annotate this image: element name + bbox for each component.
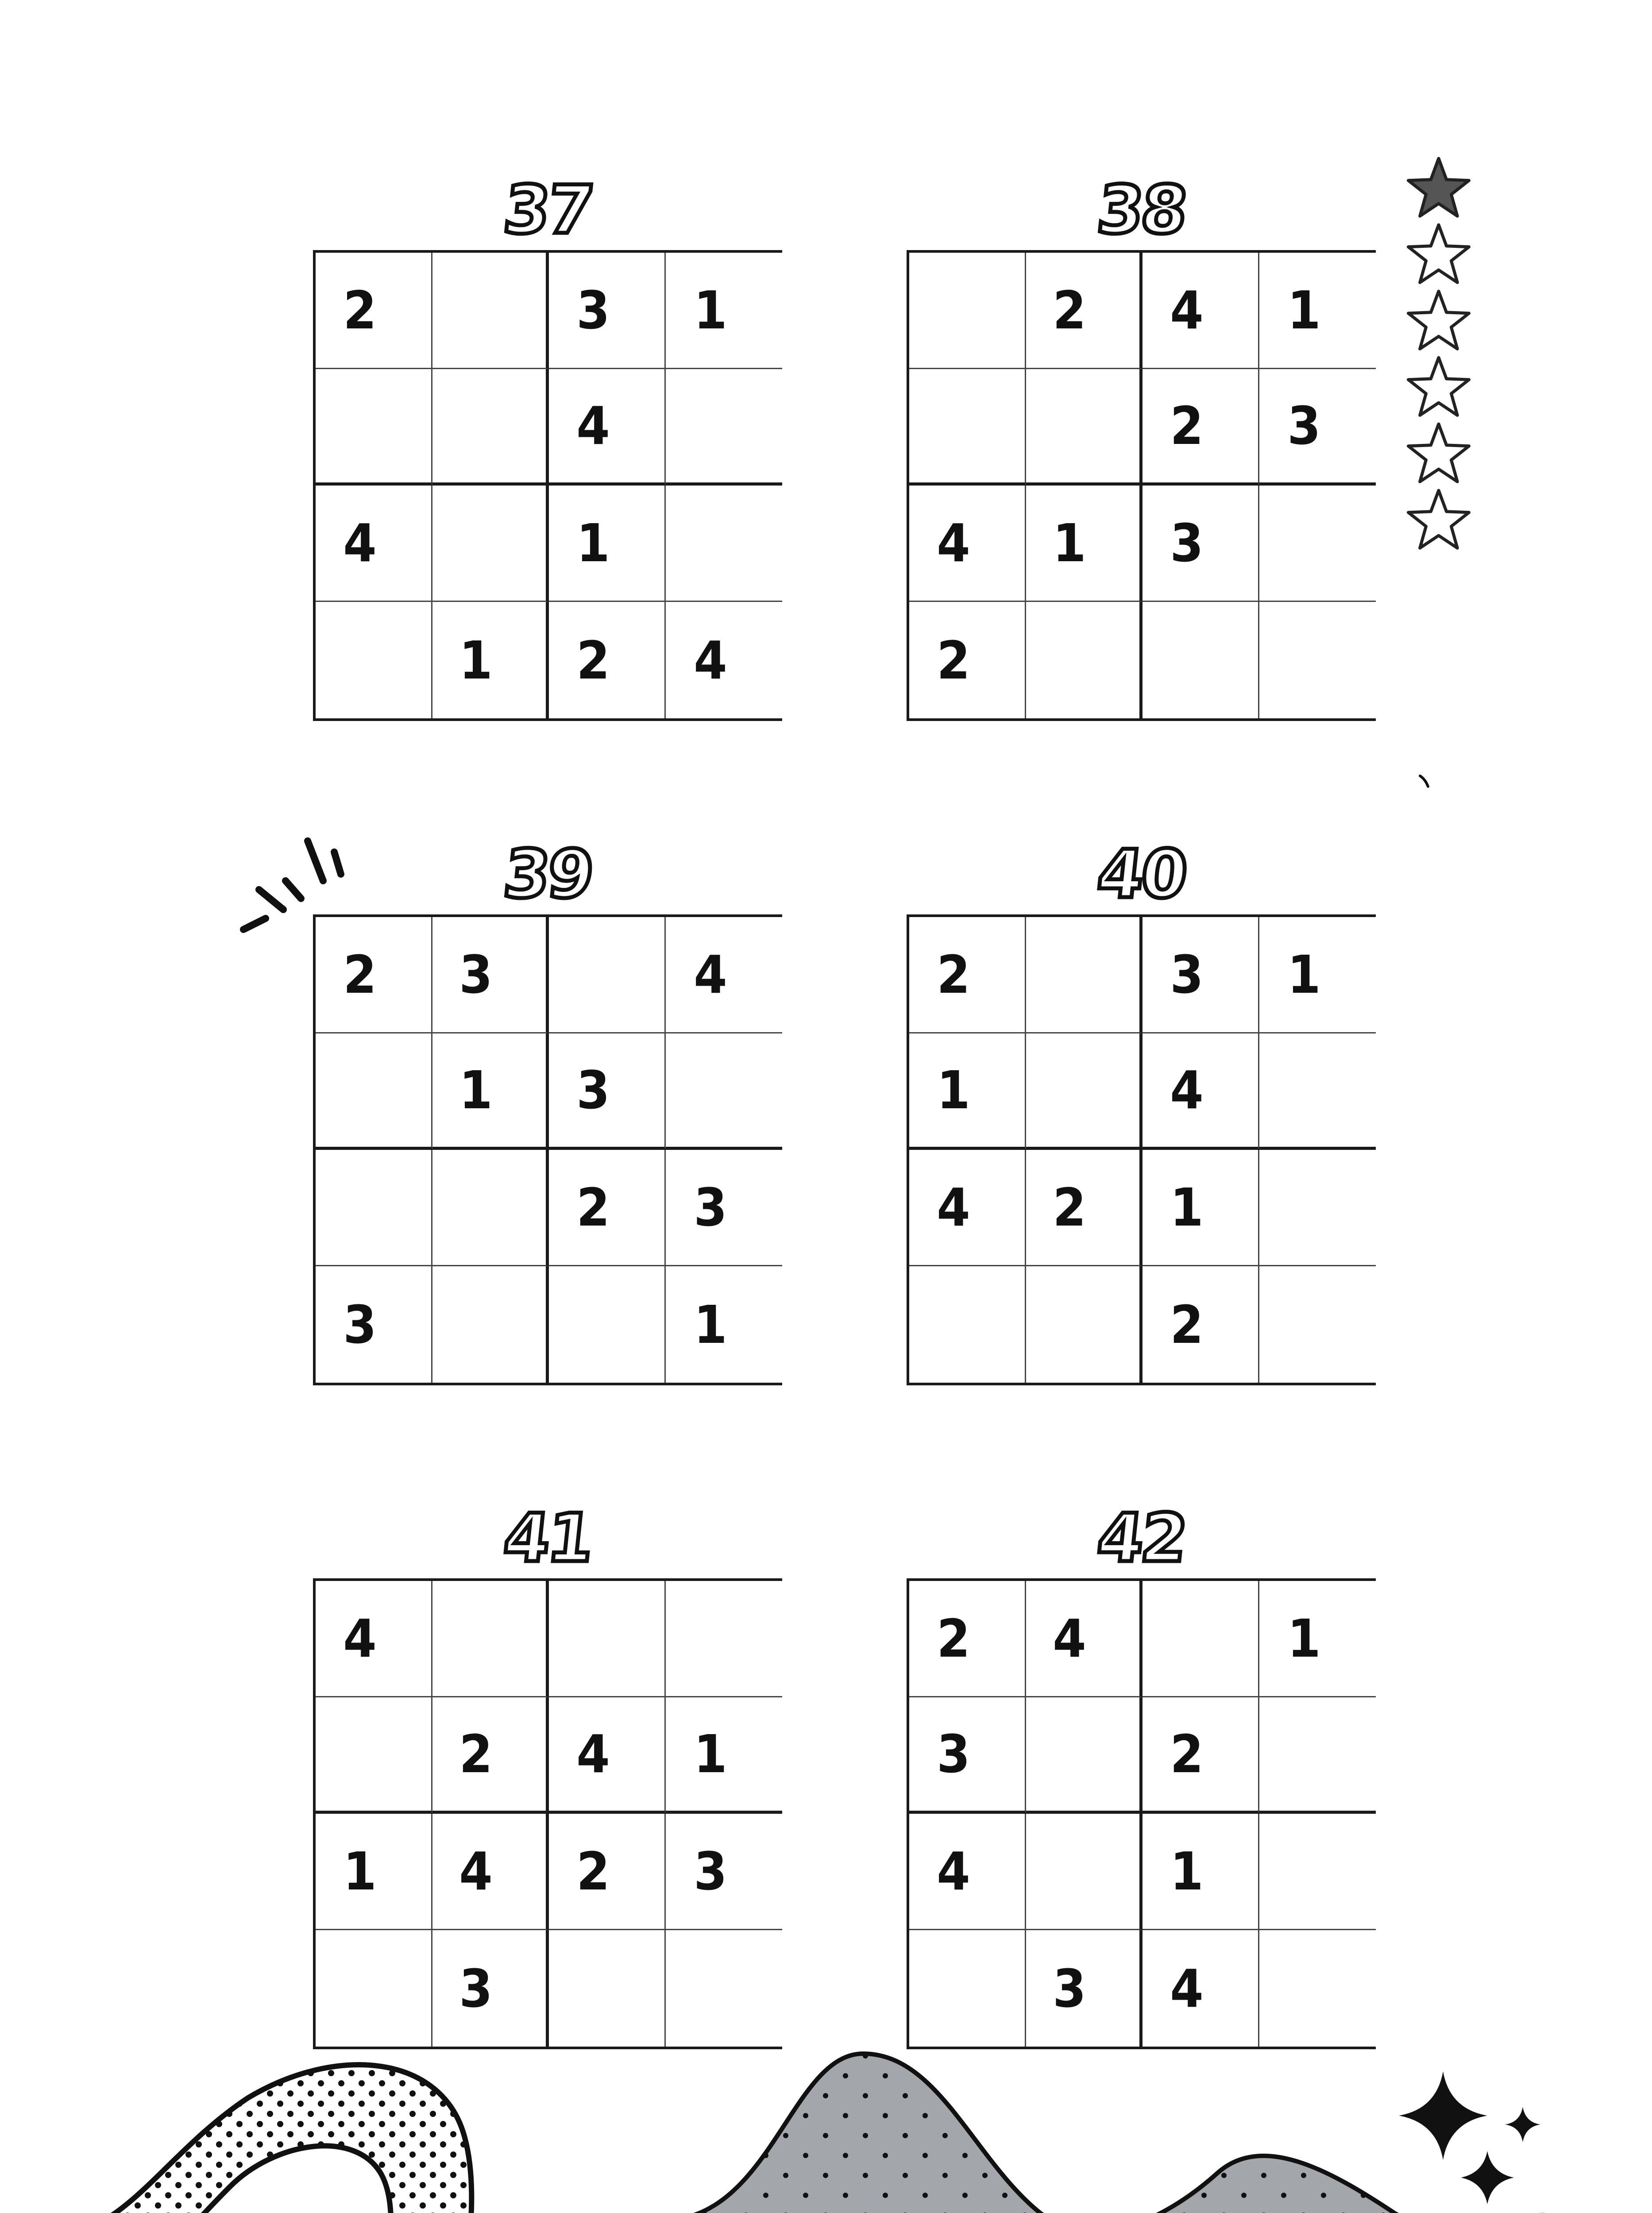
sudoku-cell[interactable] xyxy=(1143,1697,1259,1814)
sudoku-cell[interactable] xyxy=(1259,1266,1376,1383)
cell-value: 2 xyxy=(343,944,377,1005)
star-icon xyxy=(1409,424,1469,482)
cell-value: 3 xyxy=(343,1294,377,1355)
sudoku-cell[interactable] xyxy=(432,1150,549,1266)
sudoku-cell[interactable] xyxy=(1026,1697,1143,1814)
puzzle-grid xyxy=(313,250,782,721)
cell-value: 4 xyxy=(576,1723,610,1785)
sudoku-cell[interactable] xyxy=(666,1033,783,1150)
cell-value: 3 xyxy=(576,280,610,341)
sudoku-cell[interactable] xyxy=(1259,1033,1376,1150)
sudoku-cell[interactable] xyxy=(909,602,1026,718)
sudoku-cell[interactable] xyxy=(1259,1581,1376,1697)
cell-value: 4 xyxy=(1170,1958,1204,2019)
sudoku-cell[interactable] xyxy=(666,1814,783,1930)
sudoku-cell[interactable] xyxy=(1026,917,1143,1033)
sudoku-cell[interactable] xyxy=(909,369,1026,486)
sparkle-icon xyxy=(1394,2063,1554,2213)
puzzle-grid xyxy=(907,914,1376,1385)
cell-value: 4 xyxy=(343,1608,377,1669)
sudoku-cell[interactable] xyxy=(549,1266,666,1383)
cell-value: 3 xyxy=(576,1060,610,1121)
sudoku-cell[interactable] xyxy=(316,369,432,486)
cell-value: 2 xyxy=(937,1608,971,1669)
star-icon xyxy=(1409,291,1469,349)
sudoku-cell[interactable] xyxy=(432,369,549,486)
sudoku-cell[interactable] xyxy=(1143,369,1259,486)
cell-value: 4 xyxy=(937,1177,971,1238)
cell-value: 2 xyxy=(576,1841,610,1902)
sudoku-cell[interactable] xyxy=(909,1581,1026,1697)
puzzle-number: 42 xyxy=(1093,1500,1189,1577)
sudoku-cell[interactable] xyxy=(549,1814,666,1930)
difficulty-rating xyxy=(1399,155,1478,553)
cell-value: 2 xyxy=(937,629,971,691)
sudoku-cell[interactable] xyxy=(1026,1033,1143,1150)
cell-value: 1 xyxy=(1287,944,1321,1005)
sudoku-cell[interactable] xyxy=(432,1266,549,1383)
sudoku-cell[interactable] xyxy=(316,1033,432,1150)
cell-value: 3 xyxy=(694,1177,728,1238)
sudoku-cell[interactable] xyxy=(549,1697,666,1814)
sudoku-cell[interactable] xyxy=(1143,1033,1259,1150)
sudoku-cell[interactable] xyxy=(316,1581,432,1697)
sudoku-cell[interactable] xyxy=(666,486,783,602)
star-icon xyxy=(1409,225,1469,282)
sudoku-cell[interactable] xyxy=(666,1150,783,1266)
puzzle-number: 41 xyxy=(500,1500,595,1577)
cell-value: 1 xyxy=(459,1060,493,1121)
cell-value: 1 xyxy=(1287,280,1321,341)
cell-value: 4 xyxy=(1170,280,1204,341)
cell-value: 2 xyxy=(459,1723,493,1785)
sudoku-cell[interactable] xyxy=(316,253,432,369)
star-icon xyxy=(1409,490,1469,548)
cell-value: 4 xyxy=(343,513,377,574)
puzzle-grid xyxy=(907,250,1376,721)
sudoku-cell[interactable] xyxy=(1143,602,1259,718)
sudoku-cell[interactable] xyxy=(432,1814,549,1930)
cell-value: 1 xyxy=(1170,1177,1204,1238)
sudoku-cell[interactable] xyxy=(1026,1266,1143,1383)
cell-value: 1 xyxy=(937,1060,971,1121)
sudoku-cell[interactable] xyxy=(666,917,783,1033)
sudoku-cell[interactable] xyxy=(549,917,666,1033)
cell-value: 2 xyxy=(937,944,971,1005)
sudoku-cell[interactable] xyxy=(316,602,432,718)
sudoku-cell[interactable] xyxy=(1143,917,1259,1033)
cell-value: 3 xyxy=(937,1723,971,1785)
sudoku-cell[interactable] xyxy=(1143,486,1259,602)
sudoku-cell[interactable] xyxy=(316,1697,432,1814)
cell-value: 3 xyxy=(1170,944,1204,1005)
sudoku-cell[interactable] xyxy=(909,1033,1026,1150)
sudoku-cell[interactable] xyxy=(549,369,666,486)
cell-value: 3 xyxy=(1052,1958,1086,2019)
sudoku-cell[interactable] xyxy=(909,1697,1026,1814)
sudoku-cell[interactable] xyxy=(1259,602,1376,718)
sudoku-cell[interactable] xyxy=(549,253,666,369)
cell-value: 1 xyxy=(1287,1608,1321,1669)
sudoku-cell[interactable] xyxy=(666,1581,783,1697)
sudoku-cell[interactable] xyxy=(909,486,1026,602)
cell-value: 3 xyxy=(459,944,493,1005)
sudoku-cell[interactable] xyxy=(549,602,666,718)
puzzle-number: 40 xyxy=(1093,836,1189,913)
puzzle-grid xyxy=(907,1578,1376,2049)
cell-value: 3 xyxy=(459,1958,493,2019)
cell-value: 4 xyxy=(694,944,728,1005)
cell-value: 2 xyxy=(1170,1723,1204,1785)
sudoku-cell[interactable] xyxy=(549,1581,666,1697)
puzzle-number: 38 xyxy=(1093,172,1189,249)
cell-value: 3 xyxy=(694,1841,728,1902)
sudoku-cell[interactable] xyxy=(432,1581,549,1697)
sudoku-cell[interactable] xyxy=(1026,253,1143,369)
sudoku-cell[interactable] xyxy=(1259,1814,1376,1930)
cell-value: 1 xyxy=(694,1723,728,1785)
cell-value: 4 xyxy=(937,513,971,574)
sudoku-cell[interactable] xyxy=(666,1697,783,1814)
sudoku-cell[interactable] xyxy=(549,1150,666,1266)
cell-value: 2 xyxy=(343,280,377,341)
sudoku-cell[interactable] xyxy=(1026,1150,1143,1266)
sudoku-cell[interactable] xyxy=(909,917,1026,1033)
sudoku-cell[interactable] xyxy=(1143,253,1259,369)
sudoku-cell[interactable] xyxy=(432,253,549,369)
sudoku-cell[interactable] xyxy=(1026,486,1143,602)
star-icon xyxy=(1409,358,1469,415)
cell-value: 1 xyxy=(694,280,728,341)
sudoku-cell[interactable] xyxy=(1259,486,1376,602)
cell-value: 4 xyxy=(576,395,610,456)
sudoku-cell[interactable] xyxy=(1143,1150,1259,1266)
cell-value: 1 xyxy=(694,1294,728,1355)
tick-mark xyxy=(1417,772,1434,790)
sudoku-cell[interactable] xyxy=(432,486,549,602)
sudoku-cell[interactable] xyxy=(909,1266,1026,1383)
cell-value: 4 xyxy=(1052,1608,1086,1669)
sudoku-cell[interactable] xyxy=(909,1150,1026,1266)
sudoku-cell[interactable] xyxy=(432,1033,549,1150)
sudoku-cell[interactable] xyxy=(316,1266,432,1383)
sudoku-cell[interactable] xyxy=(316,1814,432,1930)
star-icon xyxy=(1409,158,1469,216)
sudoku-cell[interactable] xyxy=(549,486,666,602)
sudoku-cell[interactable] xyxy=(316,917,432,1033)
sudoku-cell[interactable] xyxy=(1143,1581,1259,1697)
sudoku-cell[interactable] xyxy=(666,369,783,486)
cell-value: 3 xyxy=(1170,513,1204,574)
sudoku-cell[interactable] xyxy=(316,1150,432,1266)
sudoku-cell[interactable] xyxy=(432,602,549,718)
cell-value: 2 xyxy=(576,1177,610,1238)
sudoku-cell[interactable] xyxy=(1259,253,1376,369)
sudoku-cell[interactable] xyxy=(1026,369,1143,486)
cell-value: 4 xyxy=(694,629,728,691)
sudoku-cell[interactable] xyxy=(432,917,549,1033)
puzzle-grid xyxy=(313,914,782,1385)
sudoku-cell[interactable] xyxy=(666,602,783,718)
cell-value: 2 xyxy=(576,629,610,691)
cell-value: 2 xyxy=(1052,1177,1086,1238)
sudoku-cell[interactable] xyxy=(666,253,783,369)
cell-value: 4 xyxy=(937,1841,971,1902)
sudoku-cell[interactable] xyxy=(432,1697,549,1814)
sudoku-cell[interactable] xyxy=(1143,1814,1259,1930)
sudoku-cell[interactable] xyxy=(1026,602,1143,718)
sudoku-cell[interactable] xyxy=(666,1266,783,1383)
cell-value: 1 xyxy=(1170,1841,1204,1902)
cell-value: 2 xyxy=(1170,1294,1204,1355)
sudoku-cell[interactable] xyxy=(1026,1814,1143,1930)
puzzle-grid xyxy=(313,1578,782,2049)
sudoku-cell[interactable] xyxy=(1259,369,1376,486)
cell-value: 1 xyxy=(459,629,493,691)
sudoku-cell[interactable] xyxy=(316,486,432,602)
cell-value: 1 xyxy=(1052,513,1086,574)
puzzle-number: 37 xyxy=(500,172,595,249)
sudoku-cell[interactable] xyxy=(909,253,1026,369)
cell-value: 1 xyxy=(576,513,610,574)
sudoku-cell[interactable] xyxy=(909,1814,1026,1930)
cell-value: 4 xyxy=(459,1841,493,1902)
cell-value: 2 xyxy=(1170,395,1204,456)
sudoku-cell[interactable] xyxy=(1259,1697,1376,1814)
cell-value: 3 xyxy=(1287,395,1321,456)
sudoku-cell[interactable] xyxy=(1143,1266,1259,1383)
cell-value: 1 xyxy=(343,1841,377,1902)
cell-value: 4 xyxy=(1170,1060,1204,1121)
sudoku-cell[interactable] xyxy=(1259,1150,1376,1266)
sudoku-cell[interactable] xyxy=(1026,1581,1143,1697)
sudoku-cell[interactable] xyxy=(1259,917,1376,1033)
puzzle-number: 39 xyxy=(500,836,595,913)
cell-value: 2 xyxy=(1052,280,1086,341)
sudoku-cell[interactable] xyxy=(549,1033,666,1150)
